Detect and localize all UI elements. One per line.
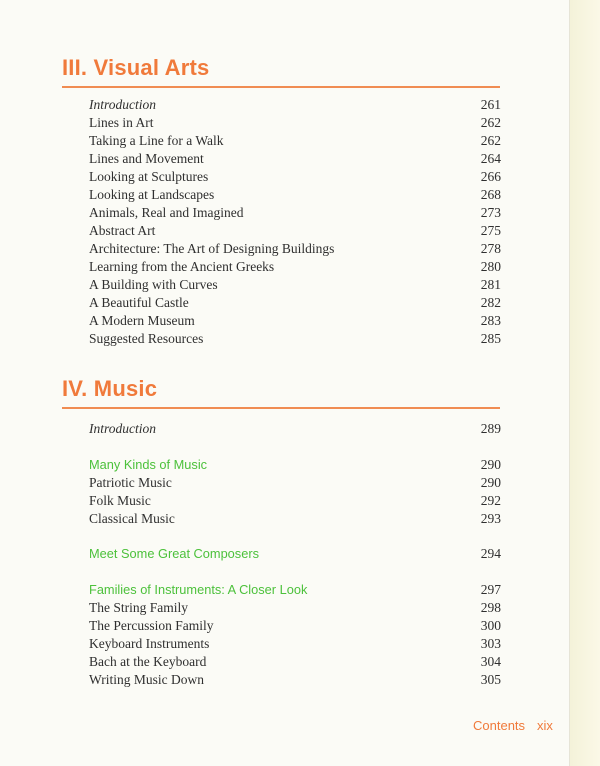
toc-entry-animals-real-and-imagined[interactable] <box>89 204 501 222</box>
toc-entry-page: 262 <box>480 115 501 130</box>
toc-entry-page: 285 <box>480 331 501 346</box>
toc-entry-page: 293 <box>480 511 501 526</box>
toc-entry-page: 262 <box>480 133 501 148</box>
toc-entry-page: 290 <box>480 475 501 490</box>
toc-entry-label: Many Kinds of Music <box>89 457 208 472</box>
toc-entry-label: Looking at Landscapes <box>89 187 215 202</box>
toc-entry-label: Writing Music Down <box>89 672 204 687</box>
toc-entry-taking-a-line-for-a-walk[interactable] <box>89 132 501 150</box>
toc-entry-modern-museum[interactable] <box>89 312 501 330</box>
toc-subheading-many-kinds-of-music[interactable] <box>89 456 501 474</box>
toc-entry-lines-in-art[interactable] <box>89 114 501 132</box>
toc-entry-page: 268 <box>480 187 501 202</box>
toc-entry-page: 281 <box>480 277 501 292</box>
toc-entry-label: The String Family <box>89 600 188 615</box>
toc-entry-suggested-resources[interactable] <box>89 330 501 348</box>
toc-entry-label: Abstract Art <box>89 223 156 238</box>
toc-entry-page: 303 <box>480 636 501 651</box>
toc-entry-label: Folk Music <box>89 493 151 508</box>
toc-entry-page: 280 <box>480 259 501 274</box>
toc-entry-patriotic-music[interactable] <box>89 474 501 492</box>
page-edge <box>570 0 600 766</box>
toc-entry-label: Animals, Real and Imagined <box>89 205 244 220</box>
toc-entry-page: 298 <box>480 600 501 615</box>
toc-entry-bach-at-the-keyboard[interactable] <box>89 653 501 671</box>
toc-entry-beautiful-castle[interactable] <box>89 294 501 312</box>
toc-entry-page: 278 <box>480 241 501 256</box>
toc-entry-string-family[interactable] <box>89 599 501 617</box>
toc-entry-architecture[interactable] <box>89 240 501 258</box>
toc-entry-label: Keyboard Instruments <box>89 636 210 651</box>
toc-entry-page: 292 <box>480 493 501 508</box>
toc-subheading-great-composers[interactable] <box>89 545 501 563</box>
toc-entry-label: Looking at Sculptures <box>89 169 209 184</box>
toc-entry-page: 261 <box>480 97 501 112</box>
toc-entry-label: Patriotic Music <box>89 475 172 490</box>
toc-entry-building-with-curves[interactable] <box>89 276 501 294</box>
toc-entry-page: 264 <box>480 151 501 166</box>
toc-entry-percussion-family[interactable] <box>89 617 501 635</box>
toc-entry-label: Introduction <box>89 421 156 436</box>
toc-entry-label: Families of Instruments: A Closer Look <box>89 582 308 597</box>
toc-entry-label: Bach at the Keyboard <box>89 654 207 669</box>
toc-entry-page: 289 <box>480 421 501 436</box>
toc-entry-label: The Percussion Family <box>89 618 214 633</box>
toc-entry-looking-at-sculptures[interactable] <box>89 168 501 186</box>
toc-entry-classical-music[interactable] <box>89 510 501 528</box>
toc-entry-page: 275 <box>480 223 501 238</box>
toc-entry-label: Lines in Art <box>89 115 154 130</box>
toc-entry-label: A Building with Curves <box>89 277 218 292</box>
toc-entry-page: 294 <box>480 546 501 561</box>
toc-subheading-families-of-instruments[interactable] <box>89 581 501 599</box>
toc-entry-page: 283 <box>480 313 501 328</box>
toc-entry-page: 304 <box>480 654 501 669</box>
toc-entry-writing-music-down[interactable] <box>89 671 501 689</box>
toc-entry-folk-music[interactable] <box>89 492 501 510</box>
section-heading-music: IV. Music <box>62 376 158 401</box>
section-rule-music <box>62 407 500 409</box>
page-footer <box>473 718 563 733</box>
toc-entry-lines-and-movement[interactable] <box>89 150 501 168</box>
toc-entry-abstract-art[interactable] <box>89 222 501 240</box>
toc-entry-page: 297 <box>480 582 501 597</box>
toc-entry-label: A Beautiful Castle <box>89 295 189 310</box>
toc-entry-looking-at-landscapes[interactable] <box>89 186 501 204</box>
toc-entry-label: Taking a Line for a Walk <box>89 133 224 148</box>
toc-entry-keyboard-instruments[interactable] <box>89 635 501 653</box>
toc-entry-label: Learning from the Ancient Greeks <box>89 259 275 274</box>
toc-entry-label: Introduction <box>89 97 156 112</box>
toc-entry-label: Classical Music <box>89 511 175 526</box>
toc-entry-page: 300 <box>480 618 501 633</box>
toc-entry-label: Suggested Resources <box>89 331 204 346</box>
footer-page-number: xix <box>537 718 553 733</box>
toc-entry-page: 266 <box>480 169 501 184</box>
toc-entry-introduction-music[interactable] <box>89 420 501 438</box>
toc-entry-page: 282 <box>480 295 501 310</box>
section-heading-visual-arts: III. Visual Arts <box>62 55 210 80</box>
toc-entry-introduction-visual-arts[interactable] <box>89 96 501 114</box>
toc-entry-label: Architecture: The Art of Designing Buildings <box>89 241 335 256</box>
section-rule-visual-arts <box>62 86 500 88</box>
toc-entry-label: Lines and Movement <box>89 151 204 166</box>
toc-entry-ancient-greeks[interactable] <box>89 258 501 276</box>
toc-entry-page: 273 <box>480 205 501 220</box>
toc-entry-page: 305 <box>480 672 501 687</box>
toc-entry-label: A Modern Museum <box>89 313 195 328</box>
toc-entry-page: 290 <box>480 457 501 472</box>
footer-label: Contents <box>473 718 526 733</box>
toc-entry-label: Meet Some Great Composers <box>89 546 259 561</box>
